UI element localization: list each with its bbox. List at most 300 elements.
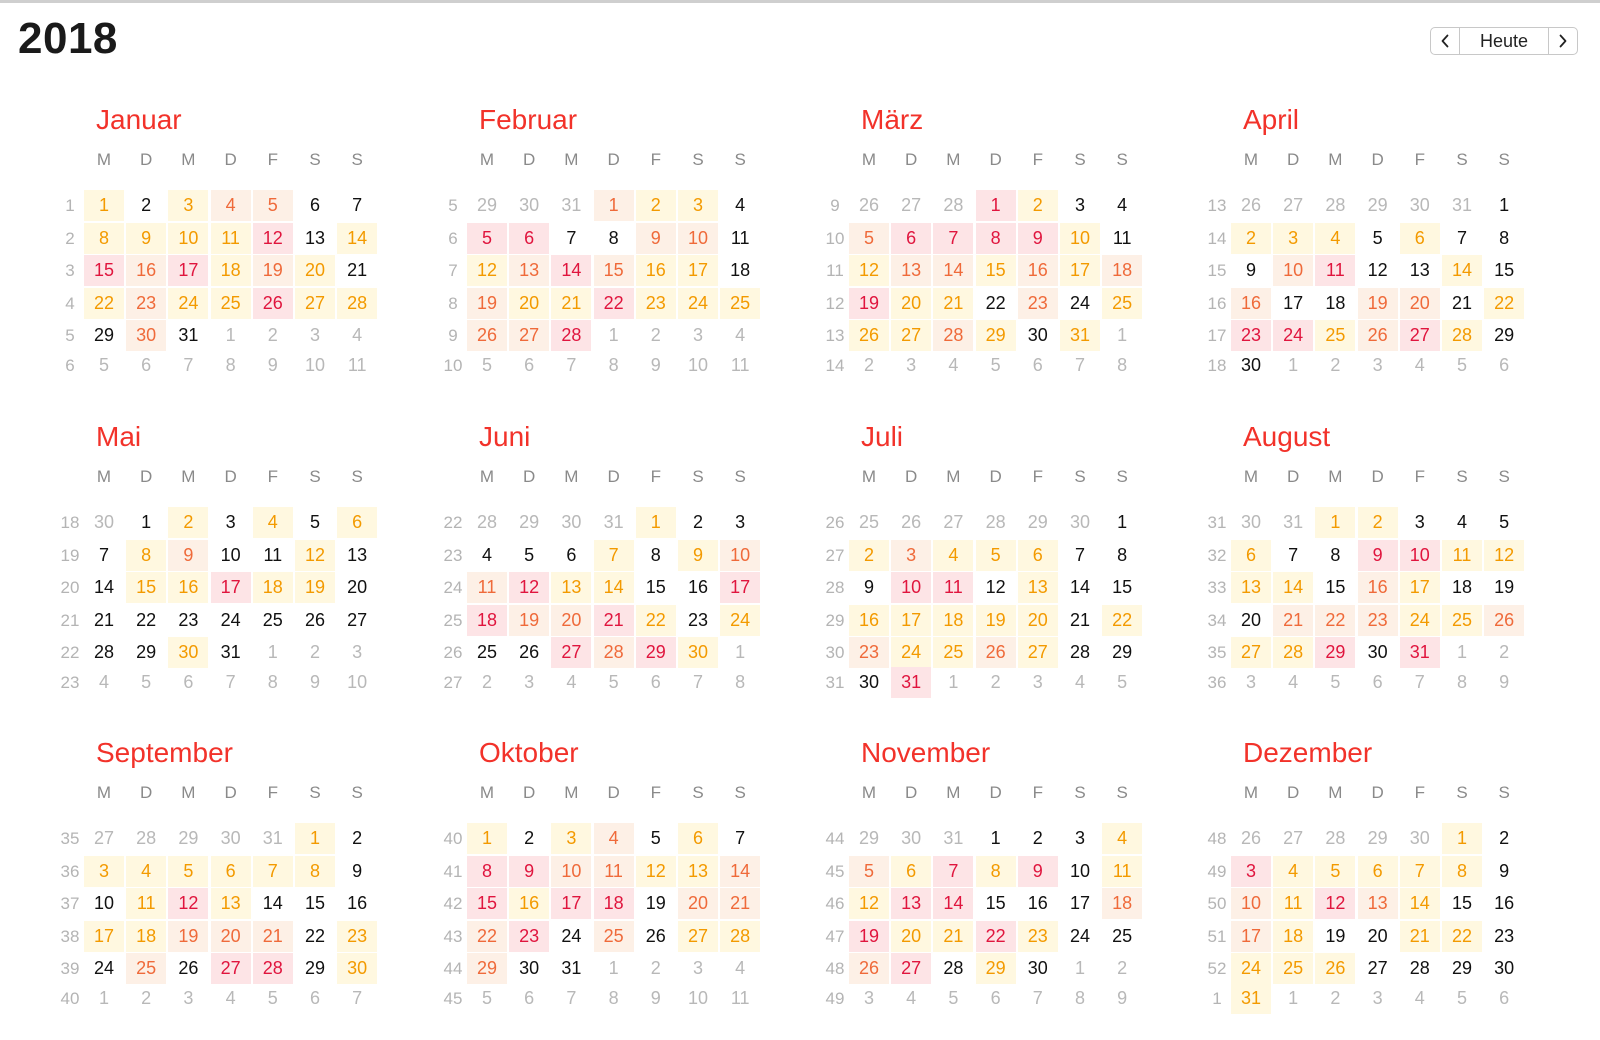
day-cell[interactable]: 21 — [933, 288, 973, 319]
day-cell-adjacent[interactable]: 30 — [220, 828, 241, 848]
day-cell[interactable]: 25 — [1112, 925, 1133, 946]
day-cell-adjacent[interactable]: 7 — [225, 672, 236, 692]
day-cell[interactable]: 9 — [678, 540, 718, 571]
day-cell-adjacent[interactable]: 2 — [309, 642, 320, 662]
day-cell[interactable]: 6 — [1358, 856, 1398, 887]
day-cell[interactable]: 22 — [1484, 288, 1524, 319]
day-cell[interactable]: 9 — [863, 577, 874, 597]
day-cell[interactable]: 12 — [1484, 540, 1524, 571]
day-cell[interactable]: 10 — [891, 572, 931, 603]
day-cell-adjacent[interactable]: 6 — [1499, 988, 1510, 1008]
month-title[interactable]: Juli — [861, 421, 904, 452]
day-cell[interactable]: 27 — [1400, 320, 1440, 351]
day-cell-adjacent[interactable]: 28 — [1325, 195, 1346, 215]
day-cell[interactable]: 6 — [891, 223, 931, 254]
day-cell[interactable]: 26 — [519, 642, 540, 662]
day-cell[interactable]: 4 — [1273, 856, 1313, 887]
day-cell[interactable]: 10 — [93, 893, 115, 913]
day-cell[interactable]: 19 — [168, 921, 208, 952]
day-cell[interactable]: 23 — [687, 609, 709, 630]
day-cell-adjacent[interactable]: 30 — [1240, 512, 1262, 532]
day-cell[interactable]: 27 — [551, 637, 591, 668]
day-cell[interactable]: 1 — [1315, 507, 1355, 538]
day-cell[interactable]: 31 — [1231, 983, 1271, 1014]
day-cell[interactable]: 2 — [692, 512, 703, 532]
day-cell[interactable]: 16 — [126, 255, 166, 286]
day-cell[interactable]: 14 — [933, 888, 973, 919]
day-cell-adjacent[interactable]: 11 — [730, 988, 750, 1008]
day-cell[interactable]: 24 — [1069, 292, 1091, 313]
day-cell[interactable]: 4 — [1456, 512, 1467, 532]
day-cell[interactable]: 13 — [211, 888, 251, 919]
day-cell-adjacent[interactable]: 11 — [730, 355, 750, 375]
day-cell[interactable]: 19 — [849, 921, 889, 952]
day-cell[interactable]: 11 — [126, 888, 166, 919]
day-cell[interactable]: 15 — [976, 255, 1016, 286]
day-cell[interactable]: 24 — [220, 609, 241, 630]
day-cell[interactable]: 19 — [849, 288, 889, 319]
day-cell-adjacent[interactable]: 8 — [735, 672, 746, 692]
day-cell[interactable]: 7 — [735, 828, 746, 848]
day-cell[interactable]: 8 — [650, 544, 661, 565]
day-cell[interactable]: 15 — [985, 893, 1006, 913]
day-cell[interactable]: 7 — [253, 856, 293, 887]
day-cell[interactable]: 14 — [933, 255, 973, 286]
day-cell-adjacent[interactable]: 2 — [1499, 642, 1510, 662]
day-cell[interactable]: 18 — [730, 260, 751, 280]
day-cell[interactable]: 7 — [1456, 227, 1467, 248]
day-cell-adjacent[interactable]: 7 — [352, 988, 363, 1008]
day-cell-adjacent[interactable]: 27 — [1283, 195, 1304, 215]
day-cell[interactable]: 21 — [551, 288, 591, 319]
day-cell[interactable]: 29 — [136, 642, 157, 662]
day-cell-adjacent[interactable]: 5 — [1330, 672, 1341, 692]
day-cell-adjacent[interactable]: 5 — [481, 355, 492, 375]
day-cell[interactable]: 1 — [990, 828, 1001, 848]
day-cell[interactable]: 26 — [253, 288, 293, 319]
day-cell[interactable]: 16 — [1027, 893, 1048, 913]
day-cell-adjacent[interactable]: 4 — [225, 988, 236, 1008]
day-cell[interactable]: 23 — [1018, 921, 1058, 952]
day-cell[interactable]: 8 — [1330, 544, 1341, 565]
day-cell-adjacent[interactable]: 2 — [481, 672, 492, 692]
day-cell[interactable]: 12 — [849, 888, 889, 919]
day-cell-adjacent[interactable]: 3 — [692, 958, 703, 978]
day-cell[interactable]: 29 — [976, 320, 1016, 351]
day-cell-adjacent[interactable]: 27 — [943, 512, 964, 532]
day-cell-adjacent[interactable]: 8 — [1074, 988, 1085, 1008]
day-cell[interactable]: 30 — [1367, 642, 1388, 662]
day-cell-adjacent[interactable]: 8 — [225, 355, 236, 375]
day-cell[interactable]: 28 — [933, 320, 973, 351]
day-cell[interactable]: 11 — [1102, 856, 1142, 887]
day-cell[interactable]: 21 — [933, 921, 973, 952]
day-cell[interactable]: 2 — [636, 190, 676, 221]
day-cell[interactable]: 11 — [1315, 255, 1355, 286]
day-cell-adjacent[interactable]: 29 — [1367, 828, 1388, 848]
day-cell[interactable]: 19 — [295, 572, 335, 603]
day-cell[interactable]: 30 — [1494, 958, 1515, 978]
day-cell[interactable]: 5 — [650, 828, 661, 848]
day-cell-adjacent[interactable]: 30 — [901, 828, 922, 848]
day-cell-adjacent[interactable]: 6 — [141, 355, 152, 375]
day-cell-adjacent[interactable]: 8 — [1456, 672, 1467, 692]
day-cell[interactable]: 21 — [594, 605, 634, 636]
day-cell[interactable]: 28 — [1442, 320, 1482, 351]
day-cell[interactable]: 13 — [551, 572, 591, 603]
day-cell[interactable]: 26 — [1484, 605, 1524, 636]
day-cell[interactable]: 24 — [720, 605, 760, 636]
day-cell[interactable]: 27 — [1018, 637, 1058, 668]
day-cell-adjacent[interactable]: 5 — [267, 988, 278, 1008]
day-cell[interactable]: 21 — [1069, 609, 1091, 630]
day-cell[interactable]: 4 — [594, 823, 634, 854]
day-cell[interactable]: 7 — [352, 195, 363, 215]
day-cell[interactable]: 20 — [1240, 609, 1262, 630]
day-cell[interactable]: 26 — [467, 320, 507, 351]
day-cell[interactable]: 23 — [849, 637, 889, 668]
day-cell-adjacent[interactable]: 30 — [93, 512, 115, 532]
day-cell[interactable]: 4 — [735, 195, 746, 215]
day-cell-adjacent[interactable]: 3 — [1372, 988, 1383, 1008]
day-cell[interactable]: 21 — [1400, 921, 1440, 952]
day-cell[interactable]: 25 — [1273, 953, 1313, 984]
day-cell[interactable]: 17 — [1400, 572, 1440, 603]
day-cell[interactable]: 15 — [467, 888, 507, 919]
day-cell[interactable]: 10 — [220, 544, 241, 565]
day-cell-adjacent[interactable]: 26 — [1240, 828, 1262, 848]
day-cell[interactable]: 12 — [467, 255, 507, 286]
day-cell[interactable]: 28 — [720, 921, 760, 952]
day-cell[interactable]: 11 — [933, 572, 973, 603]
day-cell[interactable]: 20 — [211, 921, 251, 952]
day-cell[interactable]: 30 — [858, 672, 880, 692]
day-cell[interactable]: 22 — [636, 605, 676, 636]
day-cell[interactable]: 5 — [467, 223, 507, 254]
day-cell[interactable]: 28 — [551, 320, 591, 351]
day-cell[interactable]: 19 — [976, 605, 1016, 636]
day-cell[interactable]: 22 — [976, 921, 1016, 952]
day-cell[interactable]: 31 — [1400, 637, 1440, 668]
day-cell[interactable]: 21 — [93, 609, 115, 630]
day-cell[interactable]: 22 — [304, 925, 326, 946]
day-cell[interactable]: 12 — [253, 223, 293, 254]
day-cell[interactable]: 3 — [168, 190, 208, 221]
day-cell[interactable]: 1 — [84, 190, 124, 221]
day-cell[interactable]: 25 — [126, 953, 166, 984]
day-cell[interactable]: 5 — [1372, 227, 1383, 248]
day-cell[interactable]: 4 — [211, 190, 251, 221]
day-cell-adjacent[interactable]: 7 — [183, 355, 194, 375]
day-cell-adjacent[interactable]: 29 — [1027, 512, 1048, 532]
day-cell-adjacent[interactable]: 4 — [948, 355, 959, 375]
day-cell[interactable]: 29 — [636, 637, 676, 668]
day-cell[interactable]: 31 — [220, 642, 241, 662]
month-title[interactable]: März — [861, 104, 924, 135]
day-cell-adjacent[interactable]: 28 — [943, 195, 964, 215]
day-cell[interactable]: 16 — [636, 255, 676, 286]
day-cell-adjacent[interactable]: 29 — [178, 828, 199, 848]
day-cell[interactable]: 20 — [891, 288, 931, 319]
day-cell-adjacent[interactable]: 4 — [735, 325, 746, 345]
day-cell[interactable]: 12 — [1367, 260, 1388, 280]
day-cell[interactable]: 27 — [1367, 958, 1388, 978]
day-cell[interactable]: 14 — [720, 856, 760, 887]
day-cell[interactable]: 16 — [1494, 893, 1515, 913]
day-cell-adjacent[interactable]: 29 — [476, 195, 498, 215]
day-cell[interactable]: 8 — [976, 223, 1016, 254]
day-cell[interactable]: 16 — [1231, 288, 1271, 319]
day-cell-adjacent[interactable]: 1 — [1288, 355, 1299, 375]
day-cell-adjacent[interactable]: 10 — [687, 988, 709, 1008]
day-cell[interactable]: 9 — [1358, 540, 1398, 571]
day-cell[interactable]: 22 — [1315, 605, 1355, 636]
day-cell-adjacent[interactable]: 30 — [1409, 828, 1430, 848]
day-cell[interactable]: 18 — [1325, 292, 1346, 313]
day-cell-adjacent[interactable]: 7 — [1414, 672, 1425, 692]
day-cell[interactable]: 22 — [136, 609, 157, 630]
day-cell[interactable]: 1 — [976, 190, 1016, 221]
day-cell[interactable]: 7 — [1288, 544, 1299, 565]
day-cell[interactable]: 15 — [1451, 893, 1473, 913]
day-cell[interactable]: 25 — [933, 637, 973, 668]
day-cell-adjacent[interactable]: 1 — [1288, 988, 1299, 1008]
day-cell-adjacent[interactable]: 3 — [524, 672, 535, 692]
day-cell[interactable]: 14 — [93, 577, 115, 597]
day-cell[interactable]: 24 — [561, 925, 582, 946]
day-cell-adjacent[interactable]: 28 — [985, 512, 1006, 532]
day-cell[interactable]: 28 — [1273, 637, 1313, 668]
month-title[interactable]: Oktober — [479, 737, 579, 768]
day-cell-adjacent[interactable]: 10 — [347, 672, 368, 692]
day-cell-adjacent[interactable]: 3 — [1245, 672, 1256, 692]
day-cell[interactable]: 19 — [1494, 577, 1515, 597]
month-title[interactable]: August — [1243, 421, 1331, 452]
day-cell-adjacent[interactable]: 27 — [901, 195, 922, 215]
day-cell[interactable]: 19 — [509, 605, 549, 636]
day-cell-adjacent[interactable]: 1 — [1456, 642, 1467, 662]
day-cell[interactable]: 17 — [211, 572, 251, 603]
day-cell[interactable]: 7 — [594, 540, 634, 571]
day-cell[interactable]: 3 — [891, 540, 931, 571]
day-cell[interactable]: 25 — [211, 288, 251, 319]
day-cell-adjacent[interactable]: 26 — [901, 512, 922, 532]
day-cell[interactable]: 12 — [295, 540, 335, 571]
day-cell-adjacent[interactable]: 5 — [141, 672, 152, 692]
day-cell[interactable]: 9 — [1018, 223, 1058, 254]
day-cell-adjacent[interactable]: 3 — [352, 642, 363, 662]
day-cell[interactable]: 31 — [1060, 320, 1100, 351]
day-cell-adjacent[interactable]: 1 — [267, 642, 278, 662]
day-cell[interactable]: 26 — [645, 925, 666, 946]
month-title[interactable]: September — [96, 737, 233, 768]
day-cell[interactable]: 6 — [566, 544, 577, 565]
day-cell-adjacent[interactable]: 9 — [1499, 672, 1510, 692]
day-cell[interactable]: 18 — [253, 572, 293, 603]
day-cell[interactable]: 30 — [519, 958, 540, 978]
day-cell[interactable]: 14 — [551, 255, 591, 286]
day-cell-adjacent[interactable]: 31 — [262, 828, 283, 848]
day-cell[interactable]: 10 — [1400, 540, 1440, 571]
day-cell[interactable]: 20 — [1018, 605, 1058, 636]
day-cell[interactable]: 26 — [304, 609, 326, 630]
day-cell[interactable]: 20 — [509, 288, 549, 319]
day-cell[interactable]: 4 — [1102, 823, 1142, 854]
day-cell[interactable]: 15 — [1112, 577, 1133, 597]
day-cell[interactable]: 21 — [1273, 605, 1313, 636]
day-cell-adjacent[interactable]: 26 — [858, 195, 880, 215]
day-cell-adjacent[interactable]: 2 — [1330, 355, 1341, 375]
day-cell[interactable]: 18 — [126, 921, 166, 952]
day-cell[interactable]: 5 — [1315, 856, 1355, 887]
day-cell[interactable]: 5 — [849, 223, 889, 254]
day-cell-adjacent[interactable]: 7 — [566, 355, 577, 375]
day-cell-adjacent[interactable]: 5 — [990, 355, 1001, 375]
day-cell[interactable]: 2 — [1358, 507, 1398, 538]
day-cell[interactable]: 6 — [1018, 540, 1058, 571]
day-cell[interactable]: 14 — [1273, 572, 1313, 603]
day-cell[interactable]: 11 — [1112, 227, 1132, 248]
day-cell-adjacent[interactable]: 1 — [608, 325, 619, 345]
day-cell[interactable]: 16 — [849, 605, 889, 636]
day-cell[interactable]: 3 — [1074, 195, 1085, 215]
day-cell[interactable]: 15 — [1494, 260, 1515, 280]
next-year-button[interactable] — [1548, 27, 1578, 55]
day-cell-adjacent[interactable]: 25 — [858, 512, 880, 532]
day-cell[interactable]: 16 — [687, 577, 709, 597]
day-cell-adjacent[interactable]: 29 — [1367, 195, 1388, 215]
day-cell[interactable]: 29 — [1112, 642, 1133, 662]
day-cell[interactable]: 16 — [168, 572, 208, 603]
day-cell[interactable]: 27 — [347, 609, 368, 630]
day-cell[interactable]: 7 — [933, 223, 973, 254]
day-cell-adjacent[interactable]: 4 — [1288, 672, 1299, 692]
day-cell[interactable]: 7 — [1400, 856, 1440, 887]
day-cell[interactable]: 9 — [509, 856, 549, 887]
day-cell[interactable]: 17 — [1283, 292, 1304, 313]
day-cell-adjacent[interactable]: 5 — [481, 988, 492, 1008]
day-cell[interactable]: 2 — [1499, 828, 1510, 848]
day-cell-adjacent[interactable]: 4 — [1414, 988, 1425, 1008]
day-cell[interactable]: 7 — [933, 856, 973, 887]
day-cell[interactable]: 19 — [1325, 925, 1346, 946]
day-cell-adjacent[interactable]: 4 — [1414, 355, 1425, 375]
day-cell[interactable]: 19 — [467, 288, 507, 319]
day-cell[interactable]: 1 — [636, 507, 676, 538]
day-cell[interactable]: 9 — [1018, 856, 1058, 887]
day-cell-adjacent[interactable]: 4 — [98, 672, 109, 692]
day-cell[interactable]: 15 — [645, 577, 666, 597]
month-title[interactable]: November — [861, 737, 991, 768]
day-cell[interactable]: 30 — [1027, 958, 1048, 978]
day-cell[interactable]: 23 — [1358, 605, 1398, 636]
day-cell[interactable]: 1 — [1117, 512, 1128, 532]
month-title[interactable]: Mai — [96, 421, 142, 452]
day-cell[interactable]: 17 — [168, 255, 208, 286]
day-cell[interactable]: 23 — [1018, 288, 1058, 319]
day-cell[interactable]: 11 — [730, 227, 750, 248]
day-cell-adjacent[interactable]: 9 — [650, 355, 661, 375]
day-cell[interactable]: 13 — [1409, 260, 1430, 280]
day-cell-adjacent[interactable]: 4 — [906, 988, 917, 1008]
day-cell-adjacent[interactable]: 7 — [566, 988, 577, 1008]
day-cell[interactable]: 5 — [849, 856, 889, 887]
day-cell[interactable]: 17 — [678, 255, 718, 286]
day-cell[interactable]: 29 — [1451, 958, 1473, 978]
day-cell[interactable]: 15 — [1325, 577, 1346, 597]
day-cell[interactable]: 12 — [849, 255, 889, 286]
day-cell[interactable]: 23 — [178, 609, 199, 630]
day-cell[interactable]: 6 — [1231, 540, 1271, 571]
day-cell[interactable]: 14 — [337, 223, 377, 254]
day-cell[interactable]: 27 — [295, 288, 335, 319]
day-cell[interactable]: 26 — [849, 953, 889, 984]
day-cell[interactable]: 29 — [93, 325, 115, 345]
day-cell[interactable]: 2 — [352, 828, 363, 848]
day-cell[interactable]: 6 — [1400, 223, 1440, 254]
day-cell[interactable]: 26 — [178, 958, 199, 978]
day-cell-adjacent[interactable]: 2 — [990, 672, 1001, 692]
day-cell[interactable]: 22 — [84, 288, 124, 319]
day-cell[interactable]: 11 — [594, 856, 634, 887]
day-cell-adjacent[interactable]: 27 — [93, 828, 115, 848]
day-cell[interactable]: 8 — [976, 856, 1016, 887]
day-cell[interactable]: 22 — [1442, 921, 1482, 952]
day-cell[interactable]: 6 — [309, 195, 320, 215]
day-cell[interactable]: 20 — [1367, 925, 1388, 946]
day-cell[interactable]: 18 — [594, 888, 634, 919]
day-cell[interactable]: 1 — [594, 190, 634, 221]
day-cell[interactable]: 9 — [636, 223, 676, 254]
day-cell[interactable]: 28 — [1409, 958, 1430, 978]
day-cell[interactable]: 31 — [561, 958, 582, 978]
day-cell[interactable]: 27 — [509, 320, 549, 351]
day-cell[interactable]: 29 — [1315, 637, 1355, 668]
day-cell-adjacent[interactable]: 6 — [524, 355, 535, 375]
day-cell[interactable]: 25 — [1315, 320, 1355, 351]
day-cell[interactable]: 28 — [253, 953, 293, 984]
day-cell-adjacent[interactable]: 4 — [735, 958, 746, 978]
day-cell[interactable]: 28 — [1069, 642, 1091, 662]
day-cell[interactable]: 1 — [141, 512, 152, 532]
day-cell[interactable]: 5 — [309, 512, 320, 532]
day-cell[interactable]: 8 — [1442, 856, 1482, 887]
day-cell[interactable]: 2 — [524, 828, 535, 848]
day-cell[interactable]: 18 — [933, 605, 973, 636]
day-cell[interactable]: 19 — [253, 255, 293, 286]
day-cell-adjacent[interactable]: 1 — [98, 988, 109, 1008]
day-cell[interactable]: 20 — [891, 921, 931, 952]
day-cell-adjacent[interactable]: 1 — [225, 325, 236, 345]
day-cell[interactable]: 13 — [678, 856, 718, 887]
day-cell-adjacent[interactable]: 5 — [1456, 988, 1467, 1008]
day-cell-adjacent[interactable]: 5 — [1456, 355, 1467, 375]
day-cell[interactable]: 10 — [1060, 223, 1100, 254]
day-cell-adjacent[interactable]: 29 — [858, 828, 880, 848]
day-cell-adjacent[interactable]: 8 — [608, 355, 619, 375]
day-cell[interactable]: 19 — [645, 893, 666, 913]
day-cell[interactable]: 10 — [720, 540, 760, 571]
day-cell[interactable]: 28 — [337, 288, 377, 319]
day-cell[interactable]: 13 — [1358, 888, 1398, 919]
day-cell[interactable]: 27 — [891, 320, 931, 351]
day-cell[interactable]: 17 — [720, 572, 760, 603]
day-cell[interactable]: 5 — [524, 544, 535, 565]
day-cell[interactable]: 30 — [126, 320, 166, 351]
day-cell-adjacent[interactable]: 3 — [906, 355, 917, 375]
day-cell[interactable]: 8 — [126, 540, 166, 571]
day-cell[interactable]: 27 — [1231, 637, 1271, 668]
